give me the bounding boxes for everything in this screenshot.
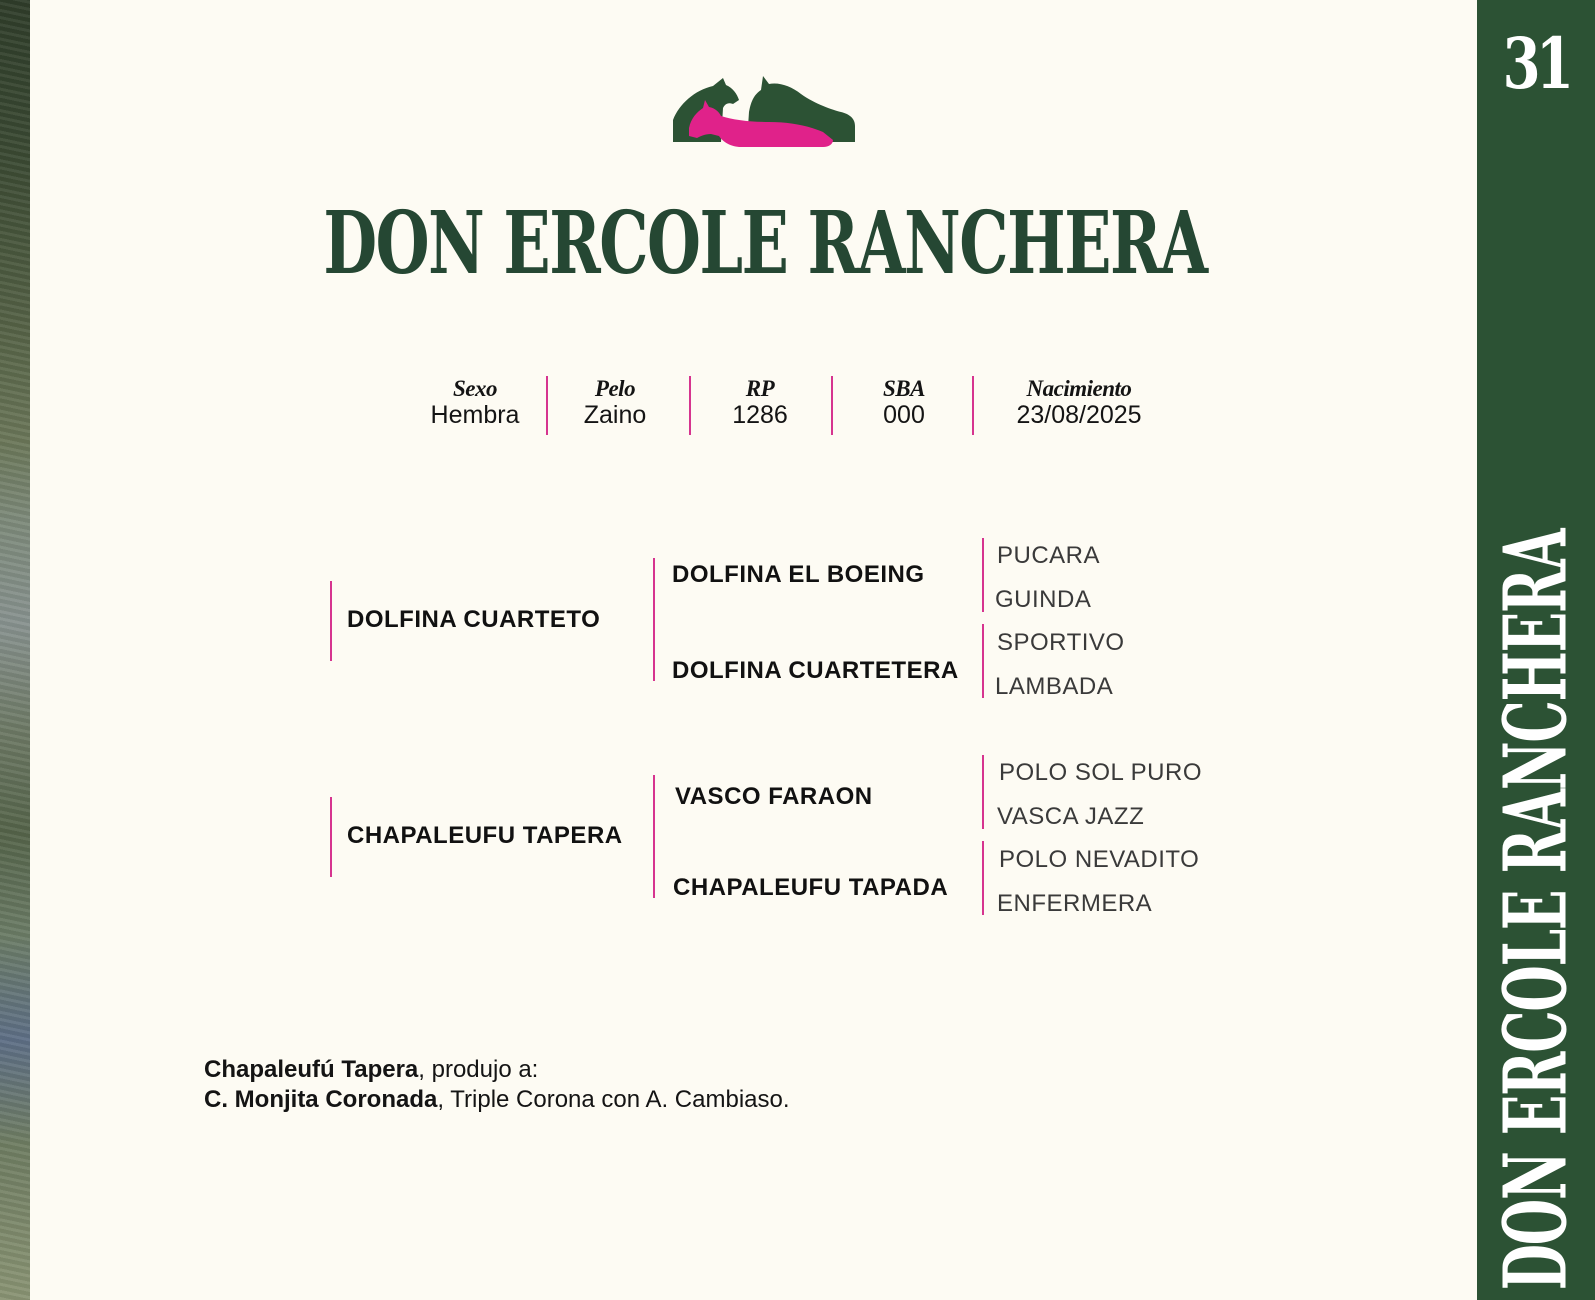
info-value: Hembra: [430, 401, 520, 429]
pedigree-bar: [653, 775, 655, 898]
pedigree-bar: [330, 581, 332, 661]
info-rp: [705, 377, 815, 429]
info-label: Nacimiento: [1026, 376, 1132, 401]
info-label: RP: [745, 376, 775, 401]
ancestor-name: SPORTIVO: [997, 629, 1125, 656]
info-nacimiento: [996, 377, 1162, 429]
info-label: Pelo: [594, 376, 636, 401]
ancestor-name: VASCA JAZZ: [997, 803, 1145, 830]
pedigree-bar: [330, 797, 332, 877]
info-sba: [852, 377, 956, 429]
sire-name: DOLFINA CUARTETO: [347, 606, 601, 633]
info-label: SBA: [883, 376, 925, 401]
info-separator: [546, 376, 548, 435]
ancestor-name: LAMBADA: [995, 673, 1114, 700]
sidebar-title: DON ERCOLE RANCHERA: [1485, 529, 1587, 1291]
note-text: , produjo a:: [418, 1056, 539, 1083]
dam-name: CHAPALEUFU TAPERA: [347, 822, 623, 849]
info-separator: [972, 376, 974, 435]
ancestor-name: POLO NEVADITO: [999, 846, 1200, 873]
ancestor-name: PUCARA: [997, 542, 1101, 569]
background-photo-strip: [0, 0, 30, 1300]
note-line-1: [204, 1055, 790, 1085]
info-value: 000: [883, 401, 925, 429]
ancestor-name: POLO SOL PURO: [999, 759, 1202, 786]
horses-logo-icon: [673, 70, 858, 150]
pedigree-bar: [653, 558, 655, 681]
production-note: [204, 1055, 790, 1115]
info-value: 1286: [732, 401, 788, 429]
pedigree-bar: [982, 624, 984, 698]
page-number: 31: [1502, 22, 1570, 105]
maternal-grandsire-name: VASCO FARAON: [675, 783, 873, 810]
sidebar: [1477, 0, 1595, 1300]
info-separator: [689, 376, 691, 435]
ancestor-name: GUINDA: [995, 586, 1092, 613]
info-label: Sexo: [453, 376, 497, 401]
info-pelo: [562, 377, 668, 429]
note-horse-name: Chapaleufú Tapera: [204, 1056, 419, 1083]
note-text: , Triple Corona con A. Cambiaso.: [437, 1086, 790, 1113]
info-value: 23/08/2025: [1016, 401, 1142, 429]
maternal-granddam-name: CHAPALEUFU TAPADA: [673, 874, 949, 901]
paternal-granddam-name: DOLFINA CUARTETERA: [672, 657, 959, 684]
info-value: Zaino: [583, 401, 647, 429]
pedigree-bar: [982, 538, 984, 612]
note-line-2: [204, 1085, 790, 1115]
pedigree-bar: [982, 841, 984, 915]
ancestor-name: ENFERMERA: [997, 890, 1153, 917]
note-horse-name: C. Monjita Coronada: [204, 1086, 438, 1113]
paternal-grandsire-name: DOLFINA EL BOEING: [672, 561, 925, 588]
pedigree-bar: [982, 755, 984, 829]
info-separator: [831, 376, 833, 435]
info-sexo: [420, 377, 530, 429]
page-title: DON ERCOLE RANCHERA: [323, 193, 1207, 294]
